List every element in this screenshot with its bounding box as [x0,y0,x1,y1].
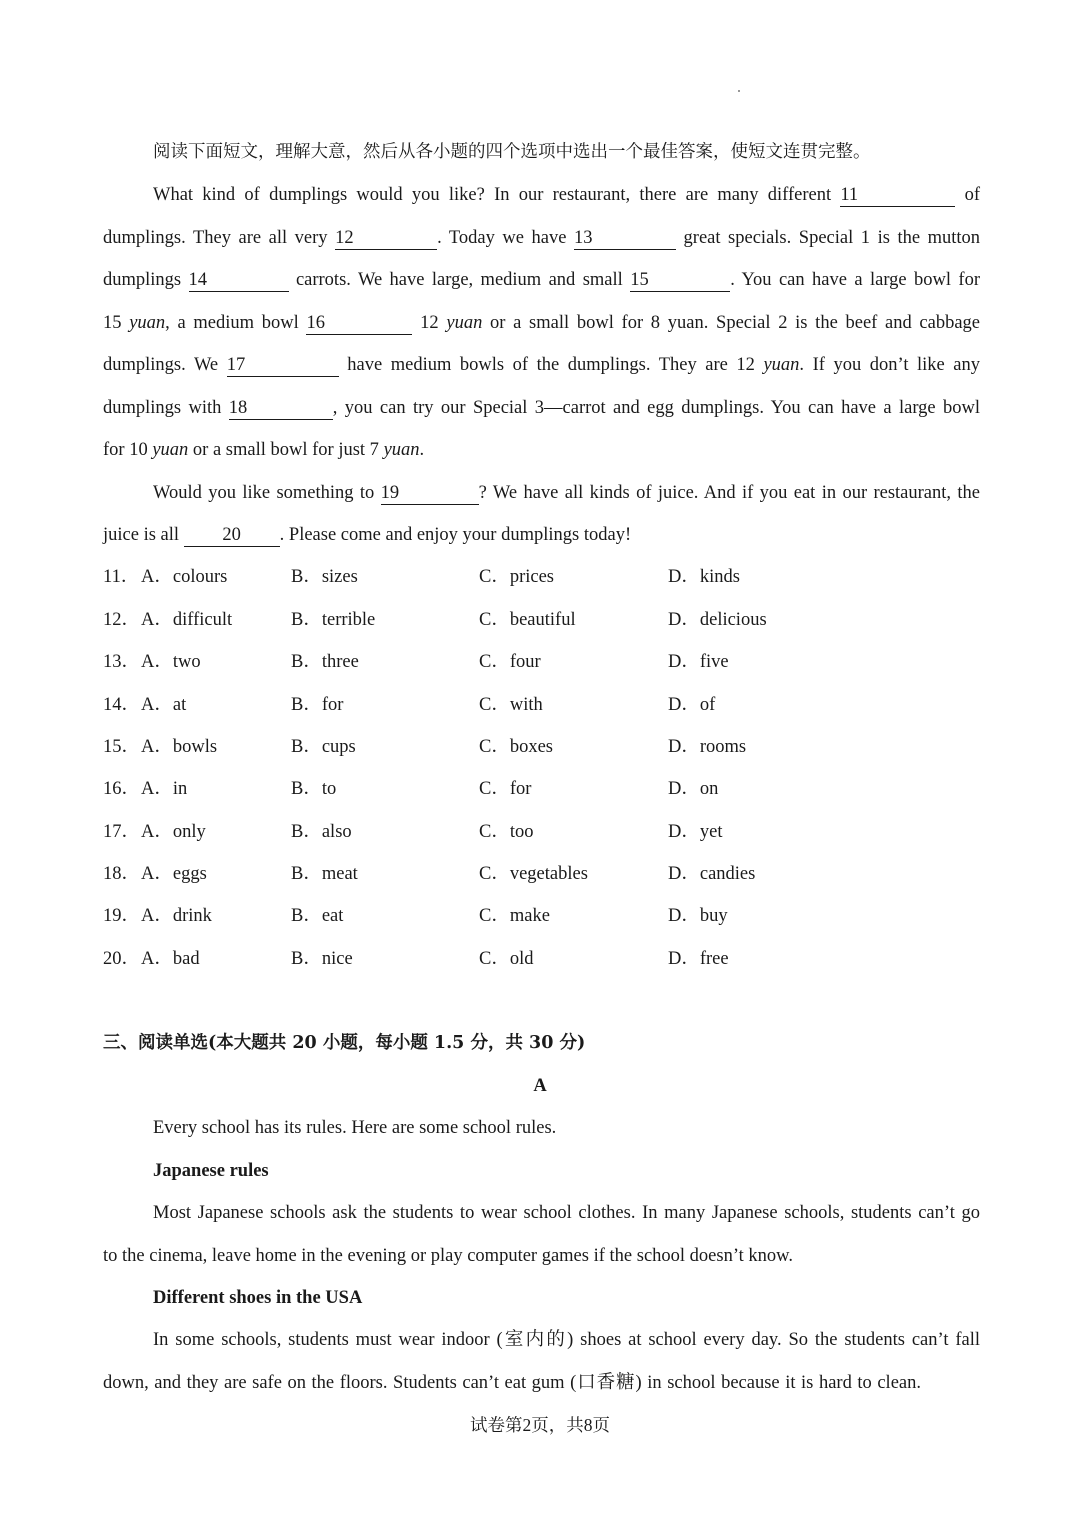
subheading-japanese-rules: Japanese rules [153,1161,269,1181]
passage-text: , a medium bowl [165,313,299,333]
passage-line-2 [103,226,980,250]
passage-text: dumplings [103,270,182,290]
question-15 [103,735,863,759]
passage-italic: yuan [152,440,189,460]
passage-italic: yuan [446,313,483,333]
page-footer: 试卷第2页，共8页 [470,1415,610,1435]
question-19 [103,904,863,928]
option-a[interactable]: A．bowls [141,737,218,757]
option-a[interactable]: A．bad [141,949,200,969]
passage-line-1 [153,183,980,207]
option-a[interactable]: A．drink [141,906,212,926]
option-c[interactable]: C．old [479,949,534,969]
option-d[interactable]: D．delicious [668,610,767,630]
option-b[interactable]: B．sizes [291,567,358,587]
option-b[interactable]: B．also [291,822,352,842]
passage-line-5 [103,353,980,377]
question-number: 11． [103,567,140,587]
passage-text: , you can try our Special 3—carrot and egg dumplings. You can have a large bowl [332,398,981,418]
blank-12: 12 [335,228,437,250]
passage-italic: yuan [383,440,420,460]
option-a[interactable]: A．at [141,695,187,715]
option-c[interactable]: C．prices [479,567,555,587]
passage-line-6 [103,396,980,420]
option-b[interactable]: B．cups [291,737,356,757]
passage-text: 15 [103,313,122,333]
question-17 [103,820,863,844]
option-c[interactable]: C．boxes [479,737,554,757]
passage-text: or a small bowl for 8 yuan. Special 2 is the beef and cabbage [490,313,981,333]
option-d[interactable]: D．free [668,949,729,969]
instructions: 阅读下面短文，理解大意，然后从各小题的四个选项中选出一个最佳答案，使短文连贯完整。 [153,142,871,162]
question-18 [103,862,863,886]
option-b[interactable]: B．three [291,652,359,672]
question-number: 17． [103,822,141,842]
passage-text: dumplings with [103,398,222,418]
question-11 [103,565,863,589]
blank-15: 15 [630,270,730,292]
option-c[interactable]: C．make [479,906,550,926]
passage-text: . You can have a large bowl for [730,270,980,290]
option-d[interactable]: D．of [668,695,716,715]
passage-italic: yuan [129,313,166,333]
option-a[interactable]: A．in [141,779,188,799]
option-b[interactable]: B．meat [291,864,358,884]
passage-text: . Today we have [437,228,567,248]
passage-line-8 [153,481,980,505]
question-13 [103,650,863,674]
option-d[interactable]: D．yet [668,822,723,842]
passage-text: 12 [420,313,439,333]
passage-line-7 [103,438,424,462]
passage-line-9 [103,523,631,547]
option-d[interactable]: D．kinds [668,567,740,587]
passage-text: . If you don’t like any [799,355,980,375]
question-number: 12． [103,610,141,630]
blank-19: 19 [381,483,479,505]
option-c[interactable]: C．with [479,695,543,715]
question-14 [103,693,863,717]
blank-16: 16 [306,313,412,335]
subheading-usa-shoes: Different shoes in the USA [153,1288,363,1308]
option-a[interactable]: A．difficult [141,610,233,630]
option-a[interactable]: A．two [141,652,201,672]
option-d[interactable]: D．buy [668,906,728,926]
question-16 [103,777,863,801]
question-number: 20． [103,949,141,969]
section-heading: 三、阅读单选(本大题共 20 小题，每小题 1.5 分，共 30 分) [103,1033,586,1053]
passage-letter: A [533,1076,547,1096]
option-b[interactable]: B．eat [291,906,344,926]
option-c[interactable]: C．four [479,652,541,672]
option-a[interactable]: A．colours [141,567,228,587]
question-number: 18． [103,864,141,884]
question-number: 15． [103,737,141,757]
passage-text: . Please come and enjoy your dumplings today! [279,525,632,545]
option-d[interactable]: D．rooms [668,737,747,757]
option-b[interactable]: B．for [291,695,344,715]
question-number: 19． [103,906,141,926]
question-12 [103,608,863,632]
passage-line-4 [103,311,980,335]
blank-14: 14 [189,270,289,292]
passage-text: juice is all [103,525,180,545]
scan-dot [738,90,740,92]
blank-17: 17 [227,355,339,377]
question-number: 14． [103,695,141,715]
option-b[interactable]: B．to [291,779,337,799]
passage-text: or a small bowl for just 7 [192,440,379,460]
passage-line-3 [103,268,980,292]
option-b[interactable]: B．terrible [291,610,376,630]
passage-text: . [419,440,425,460]
passage-italic: yuan [763,355,800,375]
question-number: 13． [103,652,141,672]
passage-intro: Every school has its rules. Here are some school rules. [153,1118,557,1138]
option-c[interactable]: C．vegetables [479,864,588,884]
passage-text: carrots. We have large, medium and small [295,270,623,290]
passage-text: of [964,185,980,205]
blank-18: 18 [229,398,333,420]
passage-text: dumplings. They are all very [103,228,328,248]
passage-text: What kind of dumplings would you like? In our restaurant, there are many different [153,185,832,205]
passage-text: for 10 [103,440,148,460]
option-d[interactable]: D．on [668,779,719,799]
japanese-rules-line-1: Most Japanese schools ask the students to wear school clothes. In many Japanese schools, students can’t go [153,1203,980,1223]
usa-rules-line-1: In some schools, students must wear indoor (室内的) shoes at school every day. So the students can’t fall [153,1330,980,1350]
option-a[interactable]: A．eggs [141,864,207,884]
question-20 [103,947,863,971]
passage-text: have medium bowls of the dumplings. They are 12 [347,355,755,375]
option-c[interactable]: C．too [479,822,534,842]
option-c[interactable]: C．beautiful [479,610,576,630]
blank-20: 20 [184,525,280,547]
question-number: 16． [103,779,141,799]
option-c[interactable]: C．for [479,779,532,799]
option-d[interactable]: D．candies [668,864,756,884]
option-a[interactable]: A．only [141,822,206,842]
blank-11: 11 [840,185,955,207]
passage-text: dumplings. We [103,355,219,375]
option-d[interactable]: D．five [668,652,729,672]
blank-13: 13 [574,228,676,250]
option-b[interactable]: B．nice [291,949,353,969]
japanese-rules-line-2: to the cinema, leave home in the evening or play computer games if the school doesn’t know. [103,1246,793,1266]
usa-rules-line-2: down, and they are safe on the floors. Students can’t eat gum (口香糖) in school because it is hard to clean. [103,1373,921,1393]
passage-text: Would you like something to [153,483,375,503]
passage-text: ? We have all kinds of juice. And if you eat in our restaurant, the [478,483,980,503]
passage-text: great specials. Special 1 is the mutton [683,228,981,248]
